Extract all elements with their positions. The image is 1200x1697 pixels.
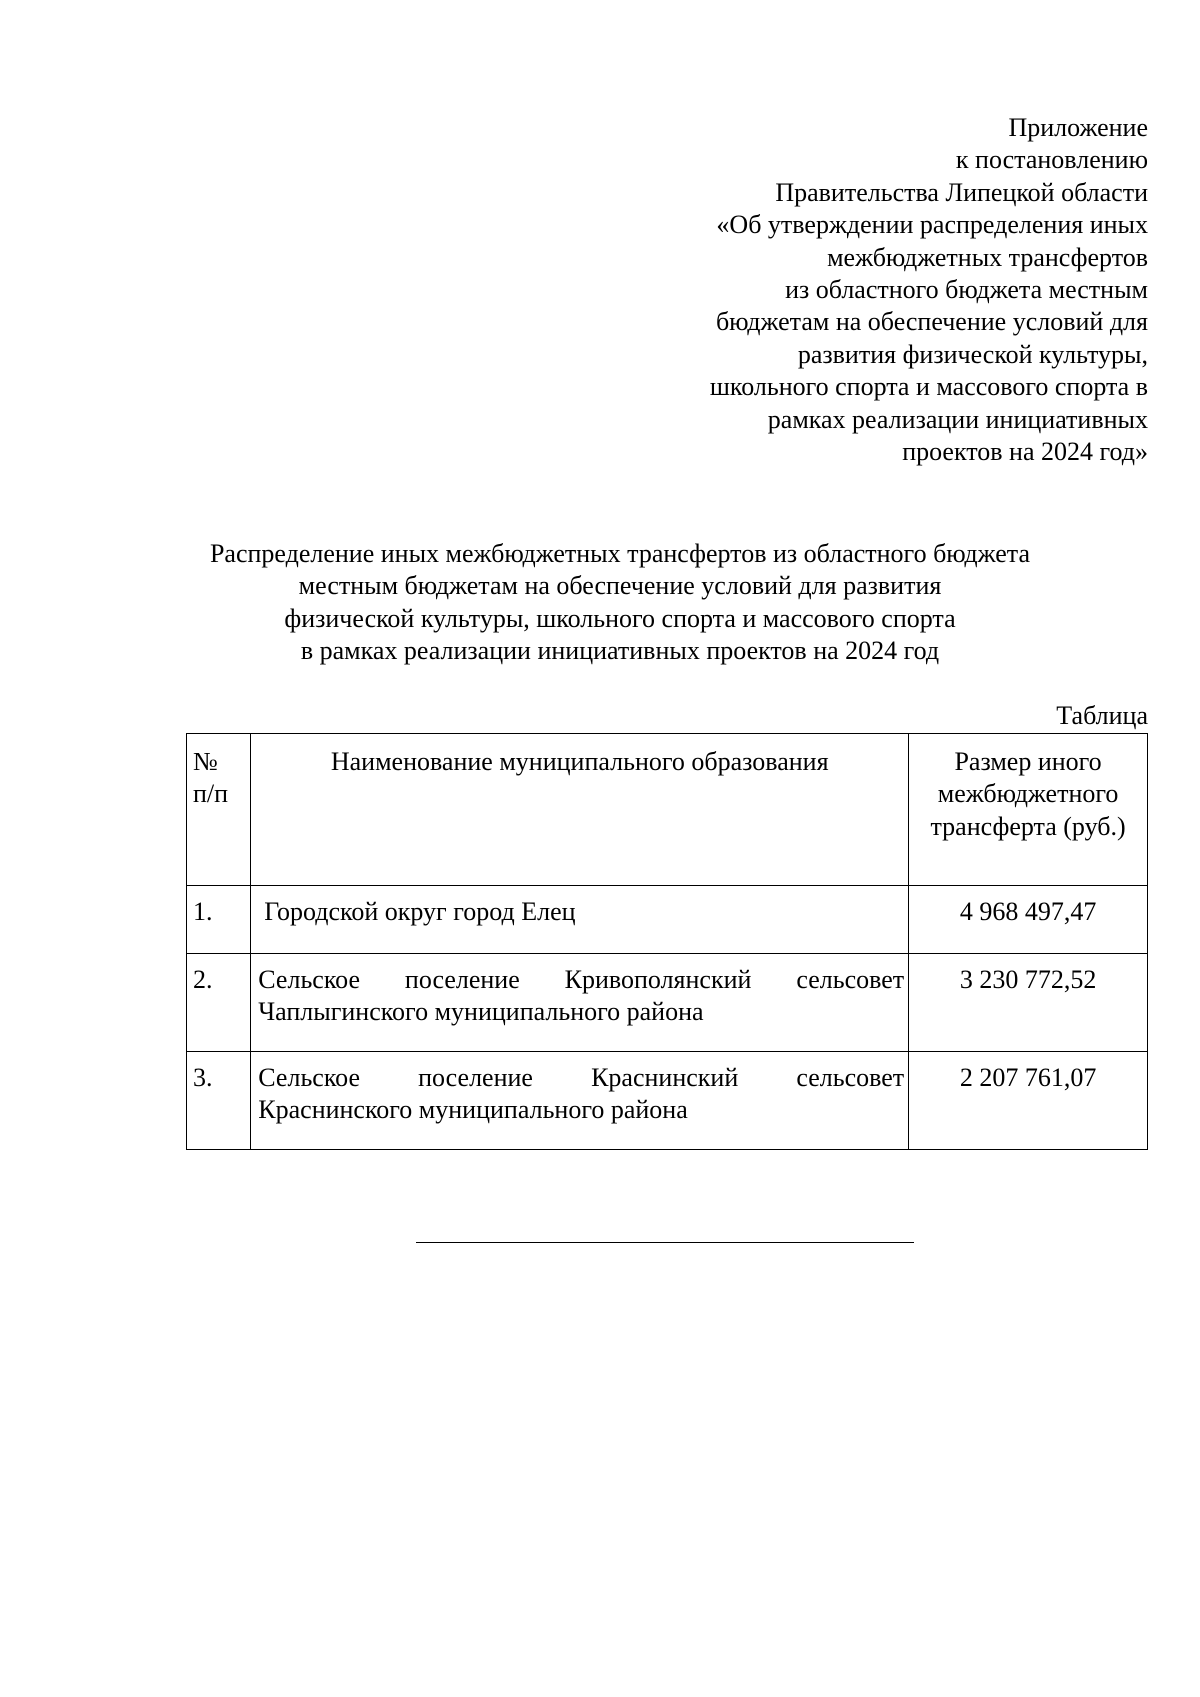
row-municipality-line1: Городской округ город Елец [264, 897, 576, 926]
appendix-header [588, 112, 1148, 468]
row-municipality-line2: Краснинского муниципального района [258, 1095, 688, 1125]
appendix-line: Приложение [1008, 113, 1148, 142]
appendix-line: рамках реализации инициативных [767, 404, 1148, 434]
title-line: Распределение иных межбюджетных трансфертов из областного бюджета [209, 539, 1031, 568]
title-line: физической культуры, школьного спорта и массового спорта [284, 603, 956, 633]
row-amount: 3 230 772,52 [909, 954, 1148, 1052]
header-municipality [251, 734, 909, 886]
table-row [187, 954, 1148, 1052]
title-line: в рамках реализации инициативных проектов на 2024 год [300, 636, 940, 666]
table-row [187, 1052, 1148, 1150]
row-amount: 4 968 497,47 [909, 886, 1148, 954]
row-number: 1. [187, 886, 251, 954]
distribution-table [186, 733, 1148, 1150]
table-header-row [187, 734, 1148, 886]
end-divider [416, 1242, 914, 1243]
table-caption: Таблица [1056, 701, 1148, 730]
header-amount-line3: трансферта (руб.) [930, 811, 1126, 841]
appendix-line: Правительства Липецкой области [775, 177, 1148, 207]
header-municipality-text: Наименование муниципального образования [330, 747, 829, 776]
row-municipality [251, 1052, 909, 1150]
row-municipality [251, 954, 909, 1052]
appendix-line: школьного спорта и массового спорта в [709, 372, 1148, 402]
appendix-line: из областного бюджета местным [785, 275, 1148, 305]
document-title [180, 538, 1060, 668]
appendix-line: к постановлению [955, 145, 1148, 175]
appendix-line: межбюджетных трансфертов [827, 242, 1148, 272]
appendix-line: «Об утверждении распределения иных [716, 210, 1148, 240]
header-amount [909, 734, 1148, 886]
header-number [187, 734, 251, 886]
title-line: местным бюджетам на обеспечение условий для развития [298, 571, 942, 601]
row-number: 2. [187, 954, 251, 1052]
row-municipality [251, 886, 909, 954]
appendix-line: проектов на 2024 год» [902, 437, 1148, 467]
table-row [187, 886, 1148, 954]
appendix-line: бюджетам на обеспечение условий для [715, 307, 1148, 337]
header-number-line2: п/п [193, 779, 229, 809]
row-municipality-line1: Сельское поселение Кривополянский сельсовет [258, 965, 905, 994]
header-amount-line2: межбюджетного [937, 779, 1119, 809]
row-amount: 2 207 761,07 [909, 1052, 1148, 1150]
header-number-line1: № [193, 747, 218, 776]
row-number: 3. [187, 1052, 251, 1150]
row-municipality-line1: Сельское поселение Краснинский сельсовет [258, 1063, 905, 1092]
row-municipality-line2: Чаплыгинского муниципального района [258, 997, 704, 1027]
appendix-line: развития физической культуры, [797, 339, 1148, 369]
header-amount-line1: Размер иного [954, 747, 1102, 776]
